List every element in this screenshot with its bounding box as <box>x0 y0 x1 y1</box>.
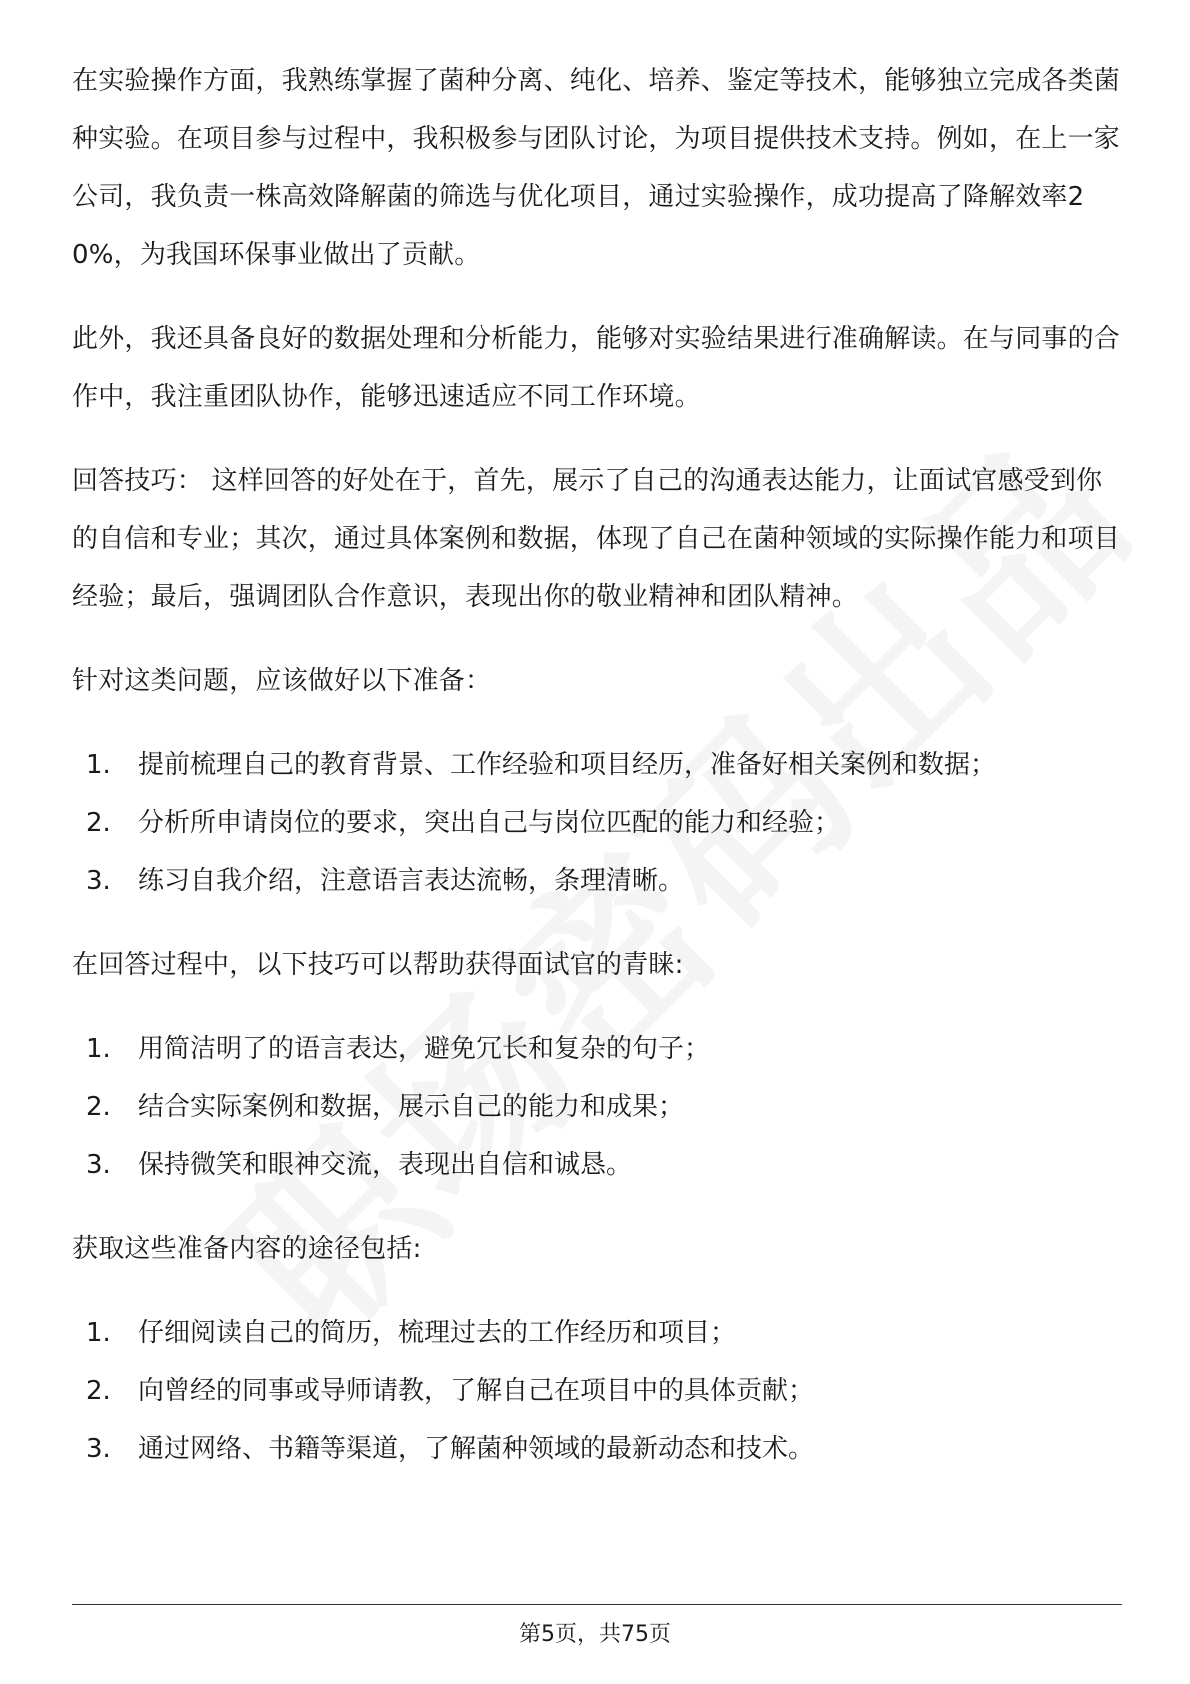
sources-list <box>72 1304 1122 1478</box>
list-number: 2. <box>86 1376 111 1406</box>
page-number: 第5页，共75页 <box>519 1622 671 1647</box>
list-text: 保持微笑和眼神交流，表现出自信和诚恳。 <box>138 1150 633 1180</box>
list-item <box>72 852 1122 910</box>
paragraph-tips-intro: 在回答过程中，以下技巧可以帮助获得面试官的青睐: <box>72 950 684 980</box>
list-item <box>72 794 1122 852</box>
paragraph-sources-intro: 获取这些准备内容的途径包括: <box>72 1234 422 1264</box>
list-text: 向曾经的同事或导师请教，了解自己在项目中的具体贡献； <box>138 1376 815 1406</box>
list-number: 3. <box>86 866 111 896</box>
list-text: 用简洁明了的语言表达，避免冗长和复杂的句子； <box>138 1034 711 1064</box>
list-number: 2. <box>86 1092 111 1122</box>
list-item <box>72 1136 1122 1194</box>
list-text: 结合实际案例和数据，展示自己的能力和成果； <box>138 1092 685 1122</box>
list-number: 1. <box>86 750 111 780</box>
list-number: 1. <box>86 1034 111 1064</box>
page-content <box>72 52 1122 1504</box>
footer-divider <box>72 1604 1122 1605</box>
paragraph-data-analysis: 此外，我还具备良好的数据处理和分析能力，能够对实验结果进行准确解读。在与同事的合作中，我注重团队协作，能够迅速适应不同工作环境。 <box>72 324 1121 412</box>
list-text: 仔细阅读自己的简历，梳理过去的工作经历和项目； <box>138 1318 737 1348</box>
list-number: 3. <box>86 1150 111 1180</box>
list-item <box>72 1362 1122 1420</box>
list-text: 练习自我介绍，注意语言表达流畅，条理清晰。 <box>138 866 685 896</box>
list-text: 分析所申请岗位的要求，突出自己与岗位匹配的能力和经验； <box>138 808 841 838</box>
list-text: 提前梳理自己的教育背景、工作经验和项目经历，准备好相关案例和数据； <box>138 750 997 780</box>
list-number: 2. <box>86 808 111 838</box>
list-number: 3. <box>86 1434 111 1464</box>
list-item <box>72 1078 1122 1136</box>
list-item <box>72 736 1122 794</box>
list-item <box>72 1020 1122 1078</box>
tips-list <box>72 1020 1122 1194</box>
list-item <box>72 1420 1122 1478</box>
paragraph-lab-skills: 在实验操作方面，我熟练掌握了菌种分离、纯化、培养、鉴定等技术，能够独立完成各类菌种实验。在项目参与过程中，我积极参与团队讨论，为项目提供技术支持。例如，在上一家公司，我负责一株高效降解菌的筛选与优化项目，通过实验操作，成功提高了降解效率20%，为我国环保事业做出了贡献。 <box>72 66 1121 270</box>
list-number: 1. <box>86 1318 111 1348</box>
preparation-list <box>72 736 1122 910</box>
list-text: 通过网络、书籍等渠道，了解菌种领域的最新动态和技术。 <box>138 1434 815 1464</box>
paragraph-answer-tips: 回答技巧： 这样回答的好处在于，首先，展示了自己的沟通表达能力，让面试官感受到你的自信和专业；其次，通过具体案例和数据，体现了自己在菌种领域的实际操作能力和项目经验；最后，强调团队合作意识，表现出你的敬业精神和团队精神。 <box>72 466 1121 612</box>
paragraph-preparation-intro: 针对这类问题，应该做好以下准备： <box>72 666 492 696</box>
list-item <box>72 1304 1122 1362</box>
